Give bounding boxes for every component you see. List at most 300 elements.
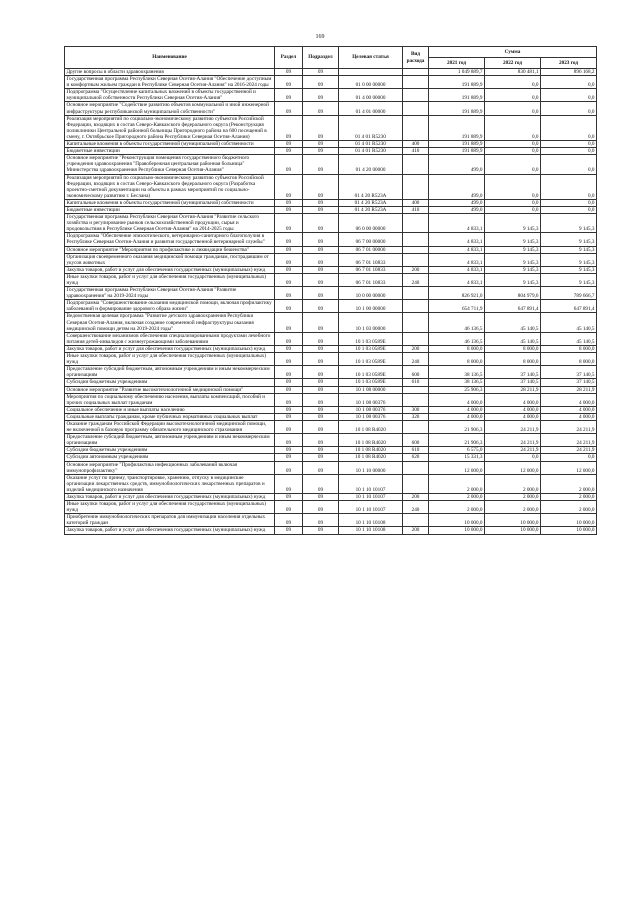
row-subsection: 09 <box>303 353 339 366</box>
row-sum-2021: 38 136,5 <box>429 366 485 379</box>
row-section: 09 <box>275 461 303 474</box>
table-row <box>65 253 597 266</box>
row-section: 09 <box>275 447 303 454</box>
row-section: 09 <box>275 454 303 461</box>
table-row <box>65 393 597 406</box>
row-target: 01 4 01 00000 <box>339 102 403 115</box>
table-row <box>65 273 597 286</box>
row-sum-2022: 0,0 <box>485 102 541 115</box>
row-sum-2021: 499,0 <box>429 174 485 199</box>
row-expense-type: 600 <box>403 366 429 379</box>
row-sum-2021: 2 000,0 <box>429 474 485 493</box>
row-sum-2022: 9 145,3 <box>485 233 541 246</box>
row-sum-2021: 191 889,9 <box>429 76 485 89</box>
row-target: 10 1 08 R4020 <box>339 454 403 461</box>
row-section: 09 <box>275 406 303 413</box>
row-name: Субсидии бюджетным учреждениям <box>65 379 275 386</box>
row-section: 09 <box>275 434 303 447</box>
row-target: 10 1 08 R4020 <box>339 434 403 447</box>
row-sum-2022: 24 211,9 <box>485 420 541 433</box>
row-expense-type <box>403 246 429 253</box>
row-expense-type <box>403 461 429 474</box>
row-section: 09 <box>275 345 303 352</box>
row-expense-type: 610 <box>403 379 429 386</box>
row-target: 06 7 01 10833 <box>339 266 403 273</box>
row-sum-2023: 8 000,0 <box>541 345 597 352</box>
row-target: 01 0 00 00000 <box>339 76 403 89</box>
row-expense-type <box>403 393 429 406</box>
row-target: 01 4 00 00000 <box>339 89 403 102</box>
row-subsection: 09 <box>303 413 339 420</box>
row-expense-type: 620 <box>403 454 429 461</box>
row-sum-2021: 8 000,0 <box>429 353 485 366</box>
row-sum-2022: 9 145,3 <box>485 273 541 286</box>
row-sum-2023: 45 140,5 <box>541 313 597 332</box>
row-sum-2023: 8 000,0 <box>541 353 597 366</box>
row-target: 10 1 10 10108 <box>339 527 403 534</box>
table-row <box>65 386 597 393</box>
row-name: Социальные выплаты гражданам, кроме публичных нормативных социальных выплат <box>65 413 275 420</box>
row-sum-2022: 804 979,6 <box>485 287 541 300</box>
row-sum-2021: 4 833,1 <box>429 214 485 233</box>
table-row <box>65 246 597 253</box>
row-expense-type <box>403 287 429 300</box>
row-section: 09 <box>275 89 303 102</box>
row-name: Реализация мероприятий по социально-экономическому развитию субъектов Российской Федерации, входящих в состав Северо-Кавказского федерального округа (Разработка проектно-сметной документации на объекты в рамках мероприятий по социально-экономическому развитию г. Беслана) <box>65 174 275 199</box>
row-name: Государственная программа Республики Северная Осетия-Алания "Обеспечение доступным и комфортным жильем граждан в Республике Северная Осетия-Алания" на 2016-2024 годы <box>65 76 275 89</box>
row-subsection: 09 <box>303 233 339 246</box>
row-sum-2023: 0,0 <box>541 454 597 461</box>
row-expense-type <box>403 514 429 527</box>
row-expense-type: 400 <box>403 141 429 148</box>
row-name: Подпрограмма "Совершенствование оказания медицинской помощи, включая профилактику заболеваний и формирование здорового образа жизни" <box>65 300 275 313</box>
row-expense-type: 240 <box>403 353 429 366</box>
row-sum-2021: 191 889,9 <box>429 148 485 155</box>
row-section: 09 <box>275 76 303 89</box>
row-name: Основное мероприятие "Реконструкция помещения государственного бюджетного учреждения здравоохранения "Правобережная центральная районная больница" Министерства здравоохранения Республики Северная Осетия-Алания" <box>65 155 275 174</box>
row-subsection: 09 <box>303 366 339 379</box>
row-sum-2023: 28 211,9 <box>541 386 597 393</box>
row-sum-2022: 28 211,9 <box>485 386 541 393</box>
row-name: Другие вопросы в области здравоохранения <box>65 69 275 76</box>
row-target: 01 4 01 R5230 <box>339 148 403 155</box>
row-section: 09 <box>275 253 303 266</box>
row-sum-2021: 826 921,0 <box>429 287 485 300</box>
row-sum-2021: 499,0 <box>429 199 485 206</box>
row-section: 09 <box>275 199 303 206</box>
budget-table <box>64 46 597 535</box>
table-row <box>65 447 597 454</box>
row-section: 09 <box>275 313 303 332</box>
row-expense-type <box>403 300 429 313</box>
row-subsection: 09 <box>303 461 339 474</box>
row-section: 09 <box>275 233 303 246</box>
row-sum-2023: 896 168,2 <box>541 69 597 76</box>
header-year-2022: 2022 год <box>485 58 541 69</box>
row-sum-2023: 4 000,0 <box>541 393 597 406</box>
row-sum-2022: 8 000,0 <box>485 353 541 366</box>
header-name: Наименование <box>65 47 275 69</box>
row-subsection: 09 <box>303 273 339 286</box>
row-subsection: 09 <box>303 206 339 213</box>
row-sum-2023: 10 000,0 <box>541 527 597 534</box>
row-section: 09 <box>275 155 303 174</box>
row-sum-2023: 2 000,0 <box>541 501 597 514</box>
table-header <box>65 47 597 69</box>
row-expense-type: 410 <box>403 148 429 155</box>
row-sum-2023: 0,0 <box>541 76 597 89</box>
row-sum-2021: 4 833,1 <box>429 266 485 273</box>
row-name: Основное мероприятие "Содействие развитию объектов коммунальной и иной инженерной инфраструктуры республиканской муниципальной собственности" <box>65 102 275 115</box>
row-section: 09 <box>275 420 303 433</box>
row-sum-2022: 830 481,1 <box>485 69 541 76</box>
row-name: Приобретение иммунобиологических препаратов для иммунизации населения отдельных категорий граждан <box>65 514 275 527</box>
row-expense-type <box>403 174 429 199</box>
row-section: 09 <box>275 206 303 213</box>
row-sum-2023: 10 000,0 <box>541 514 597 527</box>
row-expense-type <box>403 214 429 233</box>
row-target: 06 7 00 00000 <box>339 233 403 246</box>
row-target: 06 7 01 00000 <box>339 246 403 253</box>
row-subsection: 09 <box>303 501 339 514</box>
row-sum-2021: 25 906,3 <box>429 386 485 393</box>
row-expense-type: 320 <box>403 413 429 420</box>
row-sum-2022: 24 211,9 <box>485 447 541 454</box>
row-section: 09 <box>275 386 303 393</box>
row-name: Субсидии автономным учреждениям <box>65 454 275 461</box>
page-number: 169 <box>315 34 325 40</box>
row-target: 10 1 03 0589Е <box>339 345 403 352</box>
row-sum-2021: 191 889,9 <box>429 89 485 102</box>
row-subsection: 09 <box>303 514 339 527</box>
row-section: 09 <box>275 214 303 233</box>
row-sum-2023: 0,0 <box>541 206 597 213</box>
table-row <box>65 141 597 148</box>
row-sum-2023: 45 140,5 <box>541 332 597 345</box>
row-name: Иные закупки товаров, работ и услуг для обеспечения государственных (муниципальных) нужд <box>65 353 275 366</box>
table-row <box>65 233 597 246</box>
row-sum-2023: 37 140,5 <box>541 379 597 386</box>
row-target: 10 1 08 00376 <box>339 413 403 420</box>
table-row <box>65 332 597 345</box>
table-row <box>65 379 597 386</box>
row-expense-type <box>403 115 429 140</box>
row-target: 06 7 01 10833 <box>339 253 403 266</box>
row-name: Закупка товаров, работ и услуг для обеспечения государственных (муниципальных) нужд <box>65 527 275 534</box>
row-target: 10 1 00 00000 <box>339 300 403 313</box>
row-subsection: 09 <box>303 434 339 447</box>
table-row <box>65 514 597 527</box>
row-name: Подпрограмма "Обеспечение эпизоотического, ветеринарно-санитарного благополучия в Республике Северная Осетия-Алания и развития государственной ветеринарной службы" <box>65 233 275 246</box>
row-expense-type <box>403 102 429 115</box>
row-sum-2023: 4 000,0 <box>541 413 597 420</box>
row-subsection: 09 <box>303 266 339 273</box>
header-year-2023: 2023 год <box>541 58 597 69</box>
row-name: Предоставление субсидий бюджетным, автономным учреждениям и иным некоммерческим организациям <box>65 366 275 379</box>
row-name: Закупка товаров, работ и услуг для обеспечения государственных (муниципальных) нужд <box>65 494 275 501</box>
row-section: 09 <box>275 332 303 345</box>
header-target: Целевая статья <box>339 47 403 69</box>
row-sum-2023: 4 000,0 <box>541 406 597 413</box>
row-subsection: 09 <box>303 102 339 115</box>
table-row <box>65 494 597 501</box>
row-target: 10 1 10 00000 <box>339 461 403 474</box>
row-section: 09 <box>275 266 303 273</box>
row-sum-2023: 9 145,3 <box>541 266 597 273</box>
row-target: 06 7 01 10833 <box>339 273 403 286</box>
row-name: Государственная программа Республики Северная Осетия-Алания "Развитие сельского хозяйства и регулирование рынков сельскохозяйственной продукции, сырья и продовольствия в Республике Северная Осетия-Алания" на 2014-2025 годы <box>65 214 275 233</box>
row-subsection: 09 <box>303 447 339 454</box>
row-sum-2021: 8 000,0 <box>429 345 485 352</box>
row-subsection: 09 <box>303 420 339 433</box>
row-section: 09 <box>275 148 303 155</box>
row-name: Иные закупки товаров, работ и услуг для обеспечения государственных (муниципальных) нужд <box>65 273 275 286</box>
row-sum-2021: 4 833,1 <box>429 246 485 253</box>
row-target: 10 1 08 00376 <box>339 406 403 413</box>
row-sum-2021: 4 000,0 <box>429 406 485 413</box>
row-sum-2021: 499,0 <box>429 206 485 213</box>
table-row <box>65 353 597 366</box>
table-body <box>65 69 597 535</box>
row-expense-type: 200 <box>403 494 429 501</box>
row-section: 09 <box>275 474 303 493</box>
row-sum-2023: 9 145,3 <box>541 273 597 286</box>
row-sum-2021: 4 833,1 <box>429 253 485 266</box>
row-expense-type: 600 <box>403 434 429 447</box>
row-subsection: 09 <box>303 69 339 76</box>
row-sum-2022: 45 140,5 <box>485 313 541 332</box>
row-target: 10 1 10 10107 <box>339 494 403 501</box>
row-target: 10 0 00 00000 <box>339 287 403 300</box>
row-sum-2021: 12 000,0 <box>429 461 485 474</box>
row-target: 01 4 01 R5230 <box>339 141 403 148</box>
row-section: 09 <box>275 246 303 253</box>
row-name: Бюджетные инвестиции <box>65 148 275 155</box>
row-section: 09 <box>275 494 303 501</box>
row-section: 09 <box>275 413 303 420</box>
row-name: Государственная программа Республики Северная Осетия-Алания "Развитие здравоохранения" на 2019-2024 годы <box>65 287 275 300</box>
row-sum-2022: 9 145,3 <box>485 253 541 266</box>
table-row <box>65 148 597 155</box>
row-name: Капитальные вложения в объекты государственной (муниципальной) собственности <box>65 141 275 148</box>
row-expense-type <box>403 69 429 76</box>
row-target: 01 4 01 R5230 <box>339 115 403 140</box>
row-name: Реализация мероприятий по социально-экономическому развитию субъектов Российской Федерации, входящих в состав Северо-Кавказского федерального округа (Реконструкция поликлиники Центральной районной больницы Пригородного района на 600 посещений в смену, г. Октябрьское Пригородного района Республики Северная Осетия-Алания) <box>65 115 275 140</box>
row-sum-2023: 0,0 <box>541 141 597 148</box>
row-sum-2021: 4 000,0 <box>429 413 485 420</box>
row-name: Субсидии бюджетным учреждениям <box>65 447 275 454</box>
row-subsection: 09 <box>303 174 339 199</box>
row-section: 09 <box>275 115 303 140</box>
row-sum-2022: 0,0 <box>485 148 541 155</box>
row-sum-2022: 10 000,0 <box>485 514 541 527</box>
row-target: 01 4 20 R523A <box>339 174 403 199</box>
row-sum-2021: 4 833,1 <box>429 273 485 286</box>
row-target: 06 0 00 00000 <box>339 214 403 233</box>
row-expense-type: 300 <box>403 406 429 413</box>
row-sum-2023: 24 211,9 <box>541 434 597 447</box>
row-sum-2022: 0,0 <box>485 155 541 174</box>
row-expense-type <box>403 474 429 493</box>
row-name: Основное мероприятие "Профилактика инфекционных заболеваний включая иммунопрофилактику" <box>65 461 275 474</box>
row-subsection: 09 <box>303 386 339 393</box>
row-subsection: 09 <box>303 253 339 266</box>
header-expense-type: Вид расхода <box>403 47 429 69</box>
row-sum-2022: 2 000,0 <box>485 474 541 493</box>
row-sum-2021: 654 711,9 <box>429 300 485 313</box>
row-expense-type <box>403 332 429 345</box>
row-subsection: 09 <box>303 287 339 300</box>
row-sum-2023: 2 000,0 <box>541 474 597 493</box>
row-sum-2021: 21 906,3 <box>429 420 485 433</box>
row-sum-2021: 191 889,9 <box>429 102 485 115</box>
row-subsection: 09 <box>303 300 339 313</box>
row-sum-2022: 4 000,0 <box>485 406 541 413</box>
row-section: 09 <box>275 141 303 148</box>
row-expense-type: 200 <box>403 345 429 352</box>
row-sum-2023: 9 145,3 <box>541 246 597 253</box>
row-sum-2022: 0,0 <box>485 76 541 89</box>
row-sum-2021: 4 000,0 <box>429 393 485 406</box>
header-subsection: Подраздел <box>303 47 339 69</box>
row-section: 09 <box>275 300 303 313</box>
row-expense-type <box>403 386 429 393</box>
row-sum-2021: 21 906,3 <box>429 434 485 447</box>
header-year-2021: 2021 год <box>429 58 485 69</box>
row-target: 10 1 10 10108 <box>339 514 403 527</box>
row-expense-type: 610 <box>403 447 429 454</box>
row-target: 10 1 03 0589Е <box>339 366 403 379</box>
table-row <box>65 461 597 474</box>
row-name: Иные закупки товаров, работ и услуг для обеспечения государственных (муниципальных) нужд <box>65 501 275 514</box>
row-sum-2023: 24 211,9 <box>541 447 597 454</box>
row-sum-2022: 37 140,5 <box>485 366 541 379</box>
row-expense-type: 400 <box>403 199 429 206</box>
row-expense-type <box>403 313 429 332</box>
row-name: Совершенствование механизмов обеспечения специализированными продуктами лечебного питания детей-инвалидов с жизнеугрожающими заболеваниями <box>65 332 275 345</box>
row-name: Оказание услуг по приему, транспортировке, хранению, отпуску в медицинские организации лекарственных средств, иммунобиологических лекарственных препаратов и изделий медицинского назначения <box>65 474 275 493</box>
header-section: Раздел <box>275 47 303 69</box>
table-row <box>65 454 597 461</box>
row-section: 09 <box>275 366 303 379</box>
header-sum: Сумма <box>429 47 597 58</box>
table-row <box>65 214 597 233</box>
row-sum-2022: 45 140,5 <box>485 332 541 345</box>
row-sum-2021: 4 833,1 <box>429 233 485 246</box>
row-target: 10 1 10 10107 <box>339 474 403 493</box>
row-subsection: 09 <box>303 246 339 253</box>
row-subsection: 09 <box>303 141 339 148</box>
row-sum-2023: 2 000,0 <box>541 494 597 501</box>
row-target: 10 1 03 00000 <box>339 313 403 332</box>
table-row <box>65 434 597 447</box>
row-sum-2022: 12 000,0 <box>485 461 541 474</box>
row-expense-type <box>403 155 429 174</box>
row-expense-type: 200 <box>403 527 429 534</box>
row-name: Основное мероприятие "Мероприятия по профилактике и ликвидации бешенства" <box>65 246 275 253</box>
row-expense-type <box>403 76 429 89</box>
row-expense-type: 200 <box>403 266 429 273</box>
table-row <box>65 102 597 115</box>
row-sum-2021: 191 889,9 <box>429 115 485 140</box>
row-subsection: 09 <box>303 393 339 406</box>
table-row <box>65 527 597 534</box>
table-row <box>65 345 597 352</box>
row-name: Закупка товаров, работ и услуг для обеспечения государственных (муниципальных) нужд <box>65 345 275 352</box>
row-sum-2023: 0,0 <box>541 199 597 206</box>
row-sum-2022: 0,0 <box>485 199 541 206</box>
row-sum-2021: 10 000,0 <box>429 514 485 527</box>
table-row <box>65 287 597 300</box>
row-sum-2023: 0,0 <box>541 148 597 155</box>
table-row <box>65 366 597 379</box>
row-name: Подпрограмма "Осуществление капитальных вложений в объекты государственной и муниципальной собственности Республики Северная Осетия-Алания" <box>65 89 275 102</box>
table-row <box>65 313 597 332</box>
row-section: 09 <box>275 514 303 527</box>
row-section: 09 <box>275 174 303 199</box>
row-sum-2022: 2 000,0 <box>485 501 541 514</box>
row-section: 09 <box>275 69 303 76</box>
row-target: 01 4 20 R523A <box>339 199 403 206</box>
row-sum-2023: 0,0 <box>541 115 597 140</box>
row-target: 10 1 08 R4020 <box>339 420 403 433</box>
table-row <box>65 266 597 273</box>
row-subsection: 09 <box>303 313 339 332</box>
row-expense-type: 240 <box>403 501 429 514</box>
row-target: 01 4 20 00000 <box>339 155 403 174</box>
table-row <box>65 206 597 213</box>
row-sum-2023: 24 211,9 <box>541 420 597 433</box>
table-row <box>65 413 597 420</box>
table-row <box>65 69 597 76</box>
row-section: 09 <box>275 102 303 115</box>
row-name: Капитальные вложения в объекты государственной (муниципальной) собственности <box>65 199 275 206</box>
row-subsection: 09 <box>303 155 339 174</box>
row-target: 10 1 03 0589Е <box>339 332 403 345</box>
row-sum-2023: 12 000,0 <box>541 461 597 474</box>
row-target <box>339 69 403 76</box>
row-subsection: 09 <box>303 199 339 206</box>
row-sum-2021: 38 136,5 <box>429 379 485 386</box>
row-sum-2022: 0,0 <box>485 174 541 199</box>
row-subsection: 09 <box>303 406 339 413</box>
row-sum-2022: 9 145,3 <box>485 214 541 233</box>
row-sum-2022: 0,0 <box>485 115 541 140</box>
row-expense-type <box>403 253 429 266</box>
row-sum-2022: 4 000,0 <box>485 393 541 406</box>
row-subsection: 09 <box>303 345 339 352</box>
row-target: 01 4 20 R523A <box>339 206 403 213</box>
row-name: Оказание гражданам Российской Федерации высокотехнологичной медицинской помощи, не включенной в базовую программу обязательного медицинского страхования <box>65 420 275 433</box>
table-row <box>65 420 597 433</box>
row-section: 09 <box>275 287 303 300</box>
row-sum-2022: 4 000,0 <box>485 413 541 420</box>
row-sum-2022: 0,0 <box>485 141 541 148</box>
row-sum-2022: 0,0 <box>485 89 541 102</box>
row-sum-2022: 24 211,9 <box>485 434 541 447</box>
row-subsection: 09 <box>303 115 339 140</box>
row-sum-2022: 0,0 <box>485 206 541 213</box>
table-row <box>65 474 597 493</box>
row-target: 10 1 03 0589Е <box>339 379 403 386</box>
row-sum-2023: 9 145,3 <box>541 253 597 266</box>
row-sum-2022: 2 000,0 <box>485 494 541 501</box>
row-section: 09 <box>275 501 303 514</box>
row-subsection: 09 <box>303 148 339 155</box>
row-name: Бюджетные инвестиции <box>65 206 275 213</box>
row-subsection: 09 <box>303 474 339 493</box>
row-name: Социальное обеспечение и иные выплаты населению <box>65 406 275 413</box>
